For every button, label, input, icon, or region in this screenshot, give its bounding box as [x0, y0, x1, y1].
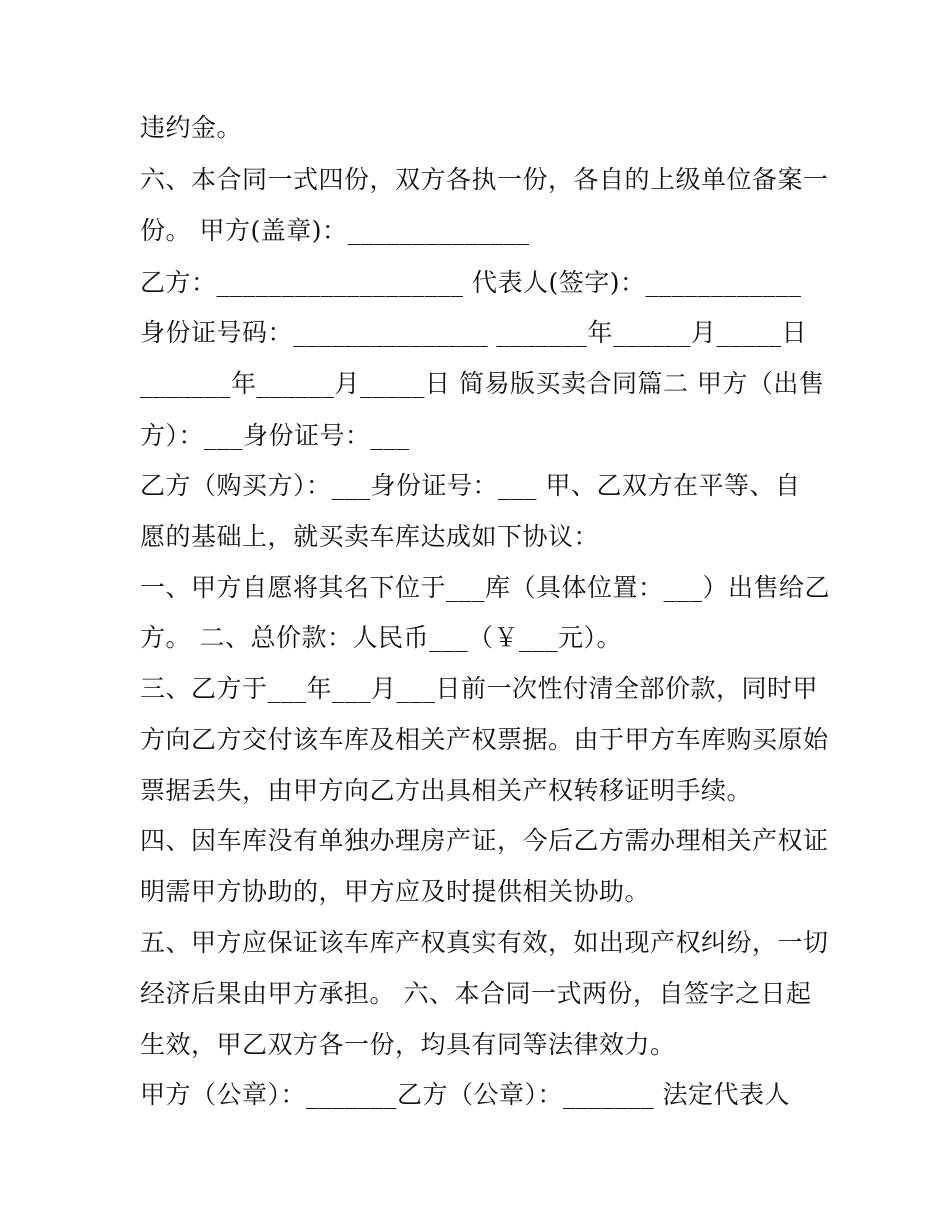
text-line: 一、甲方自愿将其名下位于___库（具体位置：___）出售给乙	[140, 573, 831, 602]
text-line: _______年______月_____日 简易版买卖合同篇二 甲方（出售	[140, 369, 825, 398]
text-line: 甲方（公章）：_______乙方（公章）：_______ 法定代表人	[140, 1080, 790, 1109]
text-line: 愿的基础上，就买卖车库达成如下协议：	[140, 522, 600, 551]
text-line: 方）：___身份证号：___	[140, 421, 410, 450]
text-line: 乙方（购买方）：___身份证号：___ 甲、乙双方在平等、自	[140, 471, 801, 500]
text-line: 方向乙方交付该车库及相关产权票据。由于甲方车库购买原始	[140, 725, 829, 754]
text-line: 方。 二、总价款：人民币___（￥___元）。	[140, 623, 622, 652]
text-line: 五、甲方应保证该车库产权真实有效，如出现产权纠纷，一切	[140, 928, 829, 957]
text-line: 份。 甲方(盖章)：______________	[140, 216, 530, 245]
text-line: 六、本合同一式四份，双方各执一份，各自的上级单位备案一	[140, 165, 829, 194]
text-line: 经济后果由甲方承担。 六、本合同一式两份，自签字之日起	[140, 979, 812, 1008]
text-line: 四、因车库没有单独办理房产证，今后乙方需办理相关产权证	[140, 826, 829, 855]
text-line: 三、乙方于___年___月___日前一次性付清全部价款，同时甲	[140, 674, 819, 703]
text-line: 票据丢失，由甲方向乙方出具相关产权转移证明手续。	[140, 776, 753, 805]
text-line: 违约金。	[140, 113, 243, 142]
text-line: 明需甲方协助的，甲方应及时提供相关协助。	[140, 877, 651, 906]
text-line: 身份证号码：_______________ _______年______月_____日	[140, 318, 807, 347]
text-line: 生效，甲乙双方各一份，均具有同等法律效力。	[140, 1030, 676, 1059]
text-line: 乙方：___________________ 代表人(签字)：____________	[140, 268, 802, 297]
